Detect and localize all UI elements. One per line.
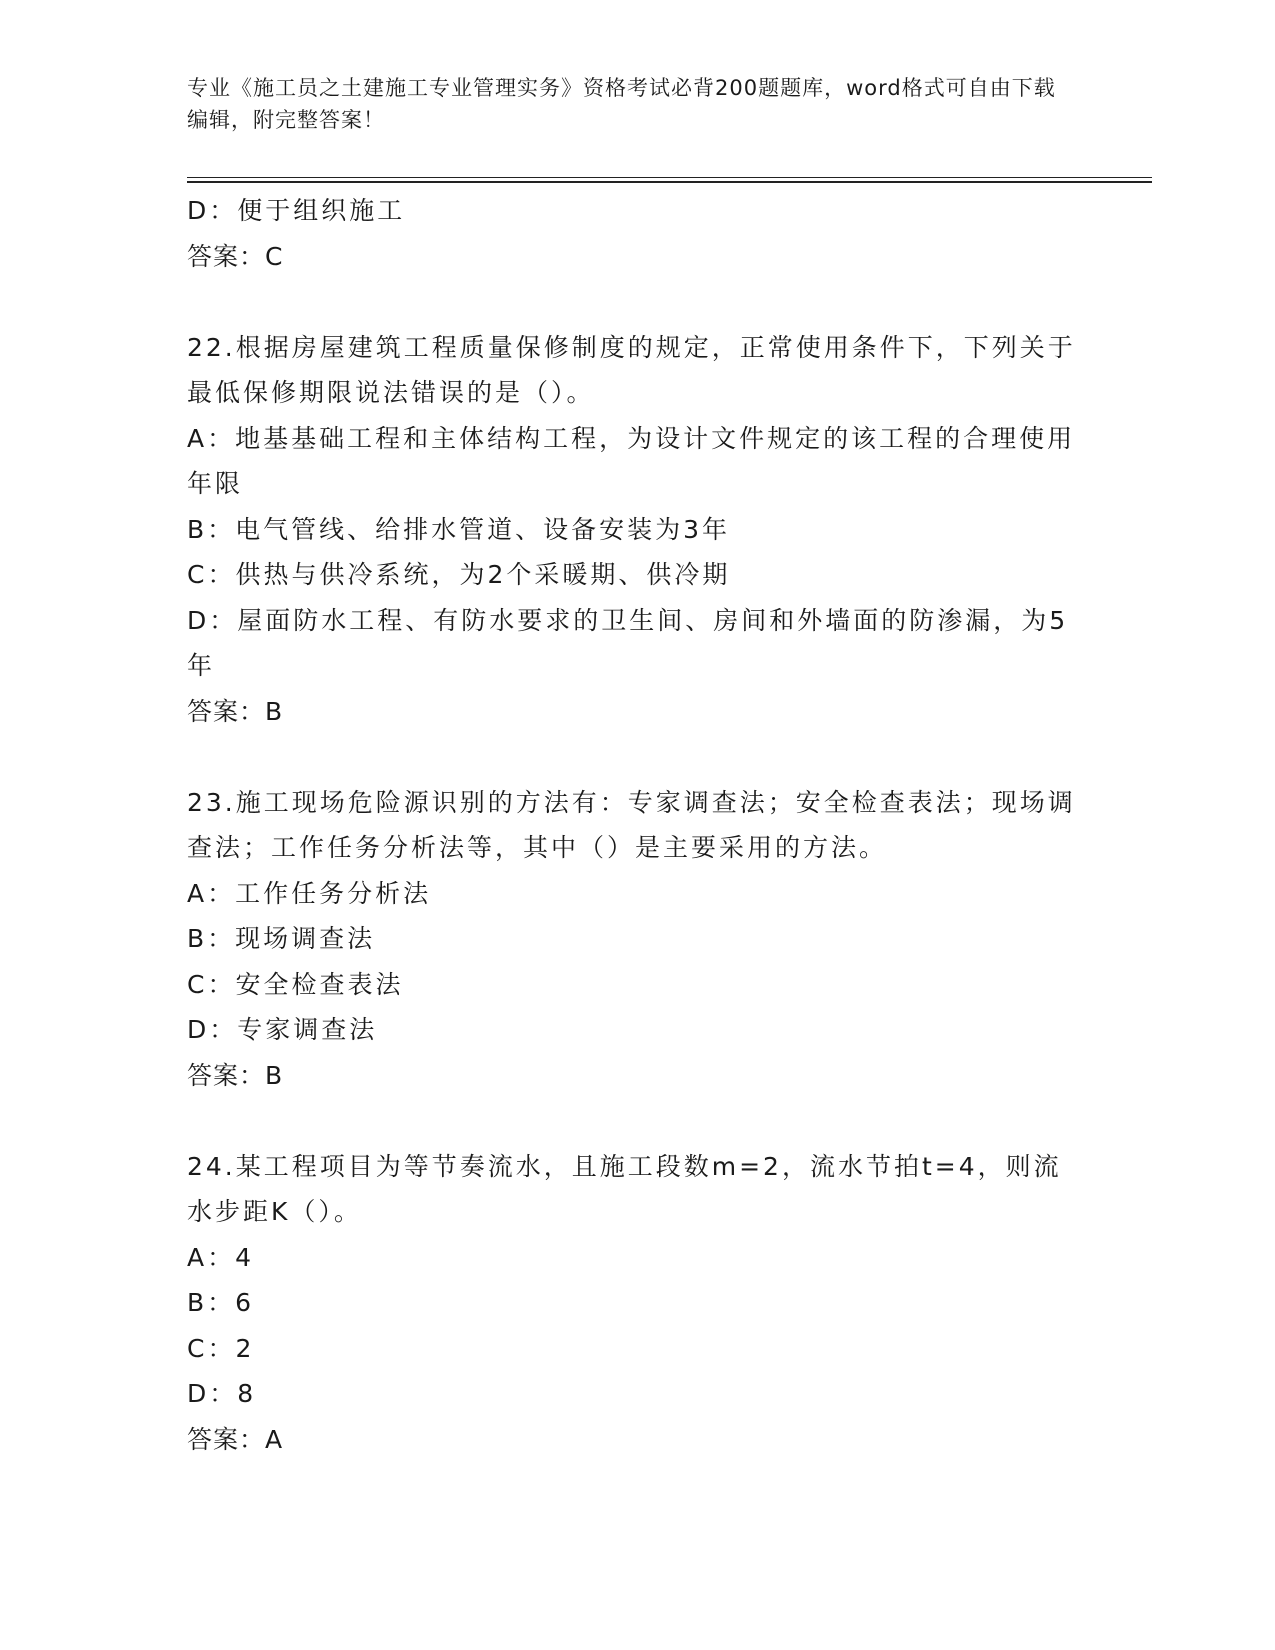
question-22-answer: 答案：B bbox=[187, 696, 284, 726]
question-22-option-d: D：屋面防水工程、有防水要求的卫生间、房间和外墙面的防渗漏，为5年 bbox=[187, 605, 1069, 680]
question-22 bbox=[187, 325, 1077, 735]
question-22-stem: 22.根据房屋建筑工程质量保修制度的规定，正常使用条件下，下列关于最低保修期限说法错误的是（）。 bbox=[187, 332, 1076, 407]
question-23-stem: 23.施工现场危险源识别的方法有：专家调查法；安全检查表法；现场调查法；工作任务分析法等，其中（）是主要采用的方法。 bbox=[187, 787, 1076, 862]
header-divider-thick bbox=[187, 181, 1152, 183]
document-header bbox=[187, 72, 1067, 136]
question-22-option-a: A：地基基础工程和主体结构工程，为设计文件规定的该工程的合理使用年限 bbox=[187, 423, 1076, 498]
question-23-option-b: B：现场调查法 bbox=[187, 924, 376, 953]
prev-option-d: D：便于组织施工 bbox=[187, 196, 406, 225]
question-24 bbox=[187, 1144, 1077, 1463]
question-23-option-a: A：工作任务分析法 bbox=[187, 878, 432, 908]
question-content bbox=[187, 188, 1077, 1462]
header-divider-thin bbox=[187, 177, 1152, 178]
question-22-option-c: C：供热与供冷系统，为2个采暖期、供冷期 bbox=[187, 560, 731, 589]
header-title: 专业《施工员之土建施工专业管理实务》资格考试必背200题题库，word格式可自由下载编辑，附完整答案！ bbox=[187, 76, 1056, 132]
question-24-option-d: D：8 bbox=[187, 1379, 257, 1408]
question-23-answer: 答案：B bbox=[187, 1060, 284, 1090]
question-24-option-c: C：2 bbox=[187, 1333, 255, 1363]
question-24-stem: 24.某工程项目为等节奏流水，且施工段数m=2，流水节拍t=4，则流水步距K（）。 bbox=[187, 1151, 1062, 1226]
question-23 bbox=[187, 780, 1077, 1099]
question-22-option-b: B：电气管线、给排水管道、设备安装为3年 bbox=[187, 514, 731, 544]
question-24-option-a: A：4 bbox=[187, 1242, 255, 1272]
prev-answer: 答案：C bbox=[187, 241, 284, 271]
question-24-option-b: B：6 bbox=[187, 1288, 255, 1317]
question-23-option-d: D：专家调查法 bbox=[187, 1015, 378, 1044]
question-24-answer: 答案：A bbox=[187, 1424, 284, 1454]
question-23-option-c: C：安全检查表法 bbox=[187, 969, 404, 999]
